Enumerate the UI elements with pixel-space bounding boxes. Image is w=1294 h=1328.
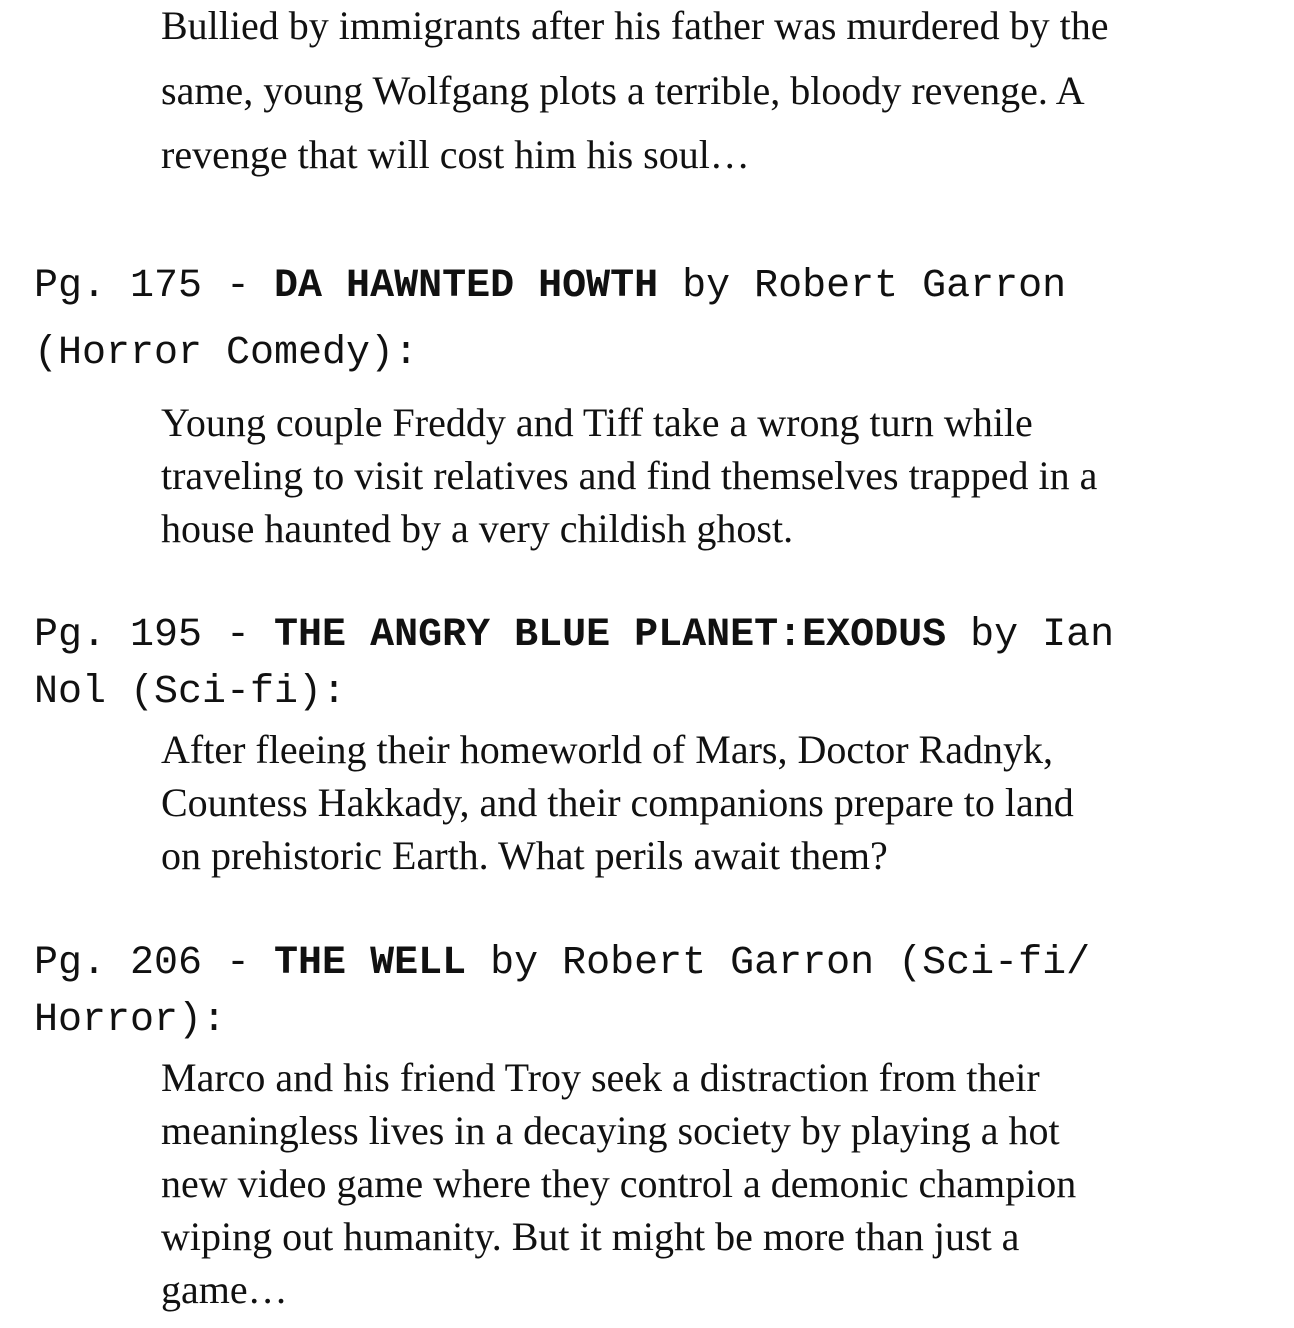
description-line: game… bbox=[161, 1267, 288, 1312]
intro-line: Bullied by immigrants after his father was murdered by the bbox=[161, 3, 1109, 48]
story-title: THE WELL bbox=[274, 941, 467, 986]
byline: by Ian bbox=[946, 613, 1115, 658]
entry-heading-continued: Horror): bbox=[34, 998, 227, 1043]
description-line: Young couple Freddy and Tiff take a wrong turn while bbox=[161, 400, 1033, 445]
story-title: THE ANGRY BLUE PLANET:EXODUS bbox=[274, 613, 947, 658]
story-title: DA HAWNTED HOWTH bbox=[274, 264, 659, 309]
page-number: Pg. 195 - bbox=[34, 613, 275, 658]
page-number: Pg. 175 - bbox=[34, 264, 275, 309]
description-line: wiping out humanity. But it might be more than just a bbox=[161, 1214, 1020, 1259]
description-line: traveling to visit relatives and find themselves trapped in a bbox=[161, 453, 1098, 498]
byline: by Robert Garron bbox=[658, 264, 1067, 309]
entry-heading bbox=[34, 613, 1114, 658]
entry-heading-continued: Nol (Sci-fi): bbox=[34, 670, 347, 715]
entry-heading-continued: (Horror Comedy): bbox=[34, 331, 419, 376]
description-line: meaningless lives in a decaying society by playing a hot bbox=[161, 1108, 1060, 1153]
page-number: Pg. 206 - bbox=[34, 941, 275, 986]
description-line: Marco and his friend Troy seek a distraction from their bbox=[161, 1055, 1040, 1100]
intro-line: same, young Wolfgang plots a terrible, bloody revenge. A bbox=[161, 68, 1085, 113]
description-line: new video game where they control a demonic champion bbox=[161, 1161, 1077, 1206]
entry-heading bbox=[34, 941, 1090, 986]
description-line: on prehistoric Earth. What perils await them? bbox=[161, 833, 888, 878]
description-line: house haunted by a very childish ghost. bbox=[161, 506, 794, 551]
intro-line: revenge that will cost him his soul… bbox=[161, 132, 750, 177]
description-line: Countess Hakkady, and their companions prepare to land bbox=[161, 780, 1074, 825]
description-line: After fleeing their homeworld of Mars, Doctor Radnyk, bbox=[161, 727, 1053, 772]
entry-heading bbox=[34, 264, 1066, 309]
byline: by Robert Garron (Sci-fi/ bbox=[466, 941, 1091, 986]
